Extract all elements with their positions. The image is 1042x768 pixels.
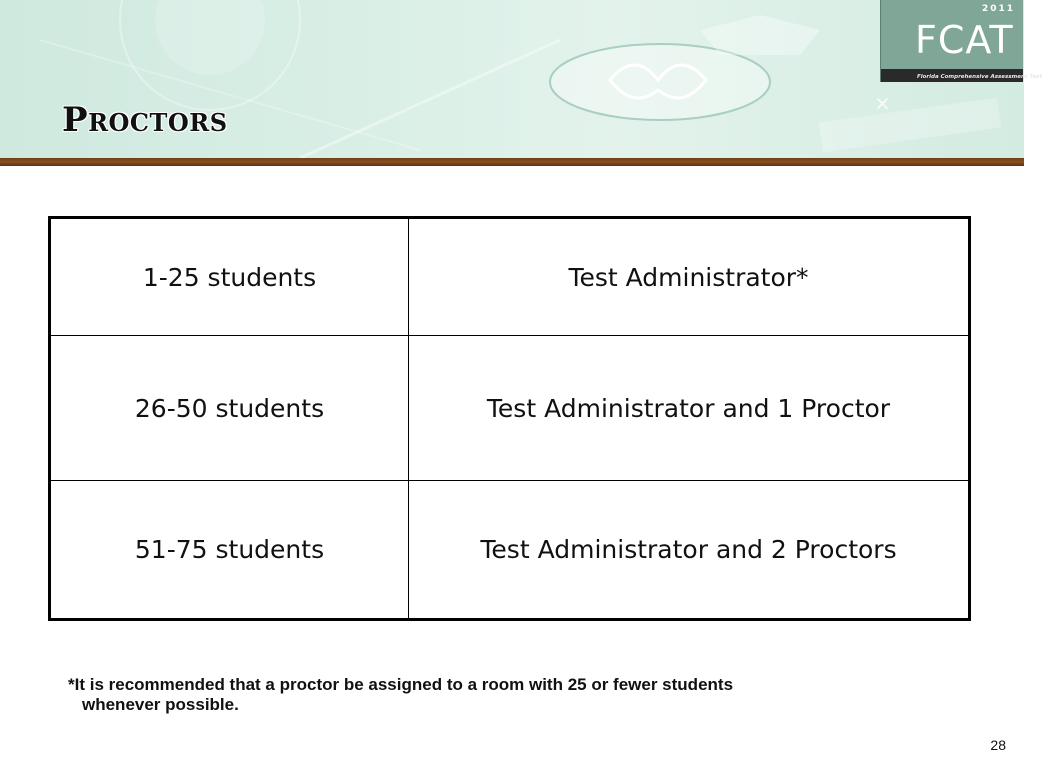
students-cell: 51-75 students <box>50 481 409 620</box>
slide-title: Proctors <box>62 100 228 140</box>
footnote <box>68 675 948 715</box>
svg-text:×: × <box>874 91 891 115</box>
table-row <box>50 481 970 620</box>
students-cell: 26-50 students <box>50 336 409 481</box>
table-row <box>50 336 970 481</box>
footnote-line-1: *It is recommended that a proctor be assigned to a room with 25 or fewer students <box>68 675 734 694</box>
staff-cell: Test Administrator and 2 Proctors <box>409 481 970 620</box>
header-rule <box>0 158 1024 166</box>
logo-year: 2011 <box>981 4 1015 14</box>
logo-bar <box>881 69 1042 82</box>
staff-cell: Test Administrator and 1 Proctor <box>409 336 970 481</box>
logo-tagline: Florida Comprehensive Assessment Test <box>917 74 1042 80</box>
staff-cell: Test Administrator* <box>409 218 970 336</box>
table-row <box>50 218 970 336</box>
logo-name: FCAT <box>915 18 1014 62</box>
students-cell: 1-25 students <box>50 218 409 336</box>
footnote-line-2: whenever possible. <box>82 695 239 714</box>
fcat-logo <box>880 0 1042 82</box>
page-number: 28 <box>990 737 1006 753</box>
header-banner <box>0 0 1042 158</box>
proctor-table <box>48 216 971 621</box>
